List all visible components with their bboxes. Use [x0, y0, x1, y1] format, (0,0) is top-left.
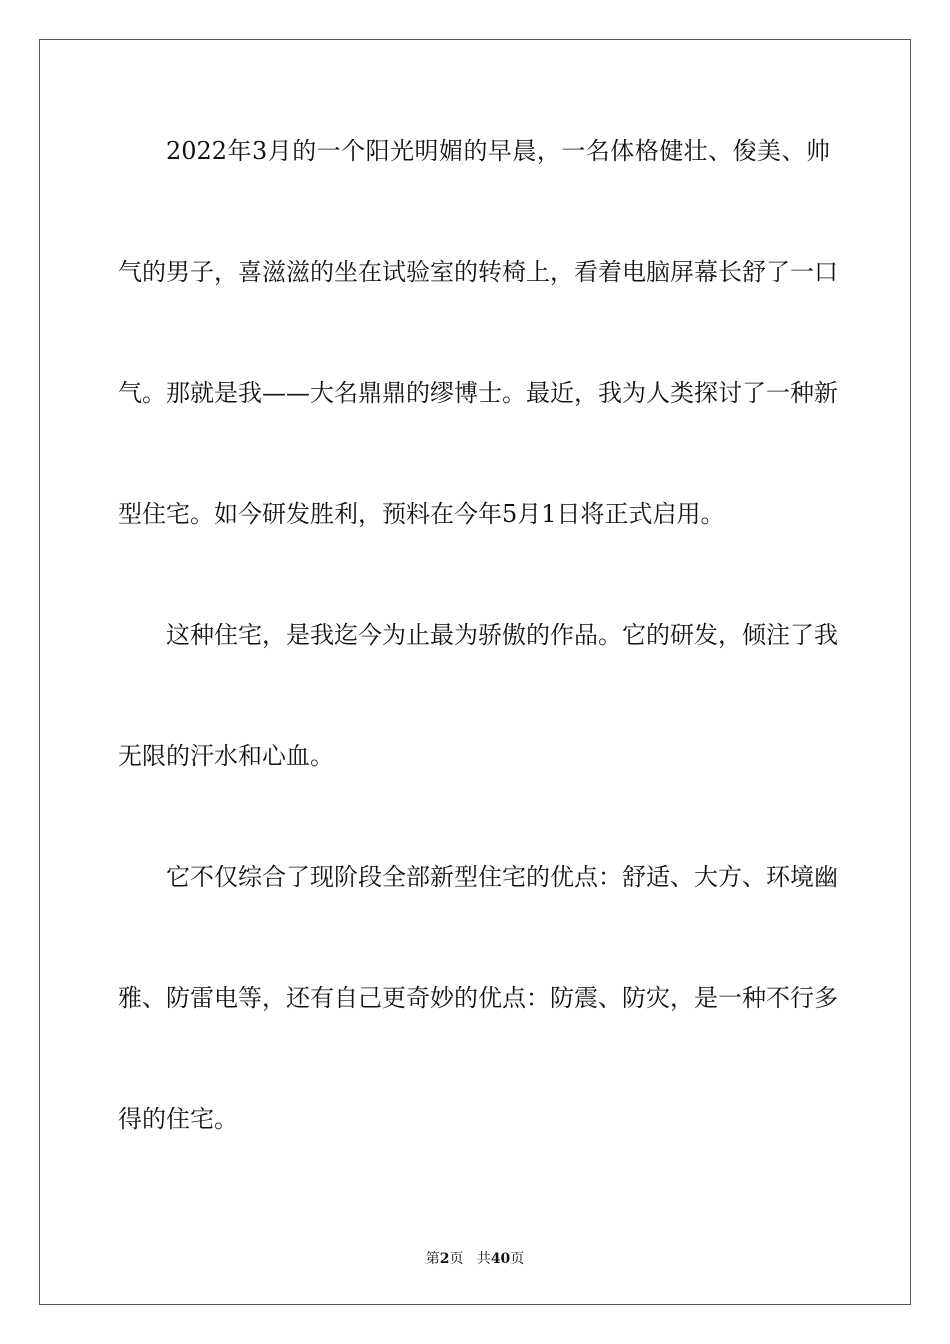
- text-line: 得的住宅。: [118, 1105, 238, 1133]
- footer-total-pages: 40: [490, 1251, 511, 1267]
- footer-prefix: 第: [425, 1251, 440, 1267]
- text-line: 气的男子，喜滋滋的坐在试验室的转椅上，看着电脑屏幕长舒了一口: [118, 258, 838, 286]
- text-line: 型住宅。如今研发胜利，预料在今年5月1日将正式启用。: [118, 500, 725, 528]
- footer-page-suffix: 页: [449, 1251, 464, 1267]
- footer-page-number: 2: [439, 1251, 450, 1267]
- text-line: 无限的汗水和心血。: [118, 742, 334, 770]
- text-line: 这种住宅，是我迄今为止最为骄傲的作品。它的研发，倾注了我: [166, 621, 838, 649]
- footer-total-prefix: 共: [476, 1251, 491, 1267]
- text-line: 气。那就是我——大名鼎鼎的缪博士。最近，我为人类探讨了一种新: [118, 379, 838, 407]
- text-line: 雅、防雷电等，还有自己更奇妙的优点：防震、防灾，是一种不行多: [118, 984, 838, 1012]
- text-line: 它不仅综合了现阶段全部新型住宅的优点：舒适、大方、环境幽: [166, 863, 838, 891]
- text-line: 2022年3月的一个阳光明媚的早晨，一名体格健壮、俊美、帅: [166, 137, 830, 165]
- page-footer: [0, 1248, 950, 1268]
- footer-total-suffix: 页: [510, 1251, 525, 1267]
